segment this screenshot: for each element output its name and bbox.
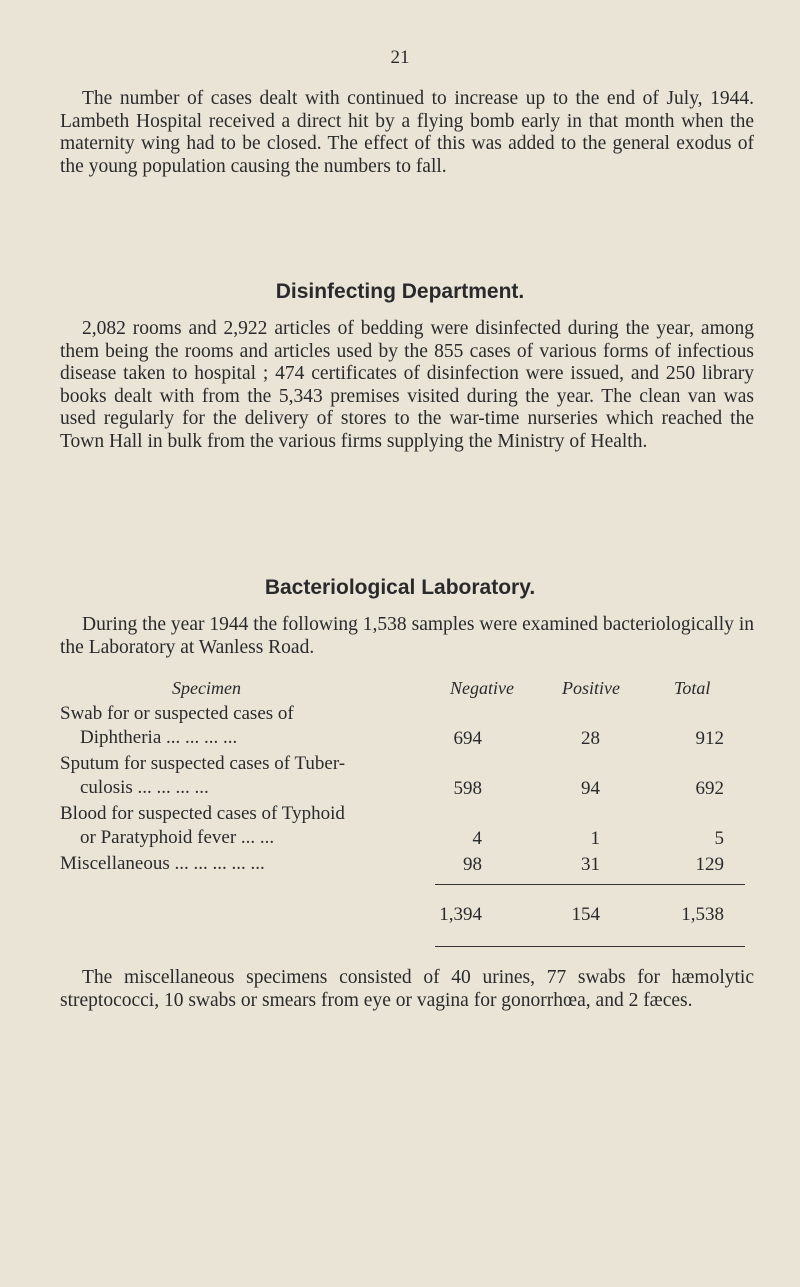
specimen-line: Miscellaneous ... ... ... ... ...: [60, 853, 265, 874]
specimen-cell: [60, 752, 440, 800]
specimen-cell: [60, 702, 440, 750]
header-total: Total: [674, 678, 711, 698]
specimen-line: Sputum for suspected cases of Tuber-: [60, 753, 346, 774]
grand-total: 1,538: [681, 904, 724, 925]
negative-cell: 598: [453, 778, 482, 799]
total-cell: 692: [695, 778, 724, 799]
negative-cell: 694: [453, 728, 482, 749]
total-rule-bottom: [435, 946, 745, 947]
negative-cell: 4: [472, 828, 482, 849]
bacteriological-paragraph: During the year 1944 the following 1,538 samples were examined bacteriologically in the Laboratory at Wanless Road.: [60, 614, 754, 658]
page-number: 21: [390, 47, 410, 68]
positive-cell: 28: [581, 728, 600, 749]
specimen-cell: [60, 852, 440, 876]
specimen-line: culosis ... ... ... ...: [80, 777, 209, 798]
total-cell: 129: [695, 854, 724, 875]
header-specimen: Specimen: [172, 678, 241, 698]
total-cell: 5: [714, 828, 724, 849]
intro-paragraph: The number of cases dealt with continued to increase up to the end of July, 1944. Lambeth Hospital received a direct hit by a flying bomb early in that month when the maternity wing had to be closed. The effect of this was added to the general exodus of the young population causing the numbers to fall.: [60, 88, 754, 177]
specimen-line: Diphtheria ... ... ... ...: [80, 727, 238, 748]
negative-total: 1,394: [439, 904, 482, 925]
header-positive: Positive: [562, 678, 620, 698]
total-rule-top: [435, 884, 745, 885]
specimen-line: or Paratyphoid fever ... ...: [80, 827, 275, 848]
disinfecting-heading: Disinfecting Department.: [275, 280, 525, 303]
positive-cell: 31: [581, 854, 600, 875]
positive-cell: 1: [590, 828, 600, 849]
specimen-line: Blood for suspected cases of Typhoid: [60, 803, 345, 824]
bacteriological-heading: Bacteriological Laboratory.: [264, 576, 536, 599]
negative-cell: 98: [463, 854, 482, 875]
specimen-line: Swab for or suspected cases of: [60, 703, 294, 724]
total-cell: 912: [695, 728, 724, 749]
header-negative: Negative: [450, 678, 514, 698]
positive-total: 154: [571, 904, 600, 925]
miscellaneous-footnote: The miscellaneous specimens consisted of 40 urines, 77 swabs for hæmolytic streptococci, 10 swabs or smears from eye or vagina for gonorrhœa, and 2 fæces.: [60, 967, 754, 1011]
positive-cell: 94: [581, 778, 600, 799]
disinfecting-paragraph: 2,082 rooms and 2,922 articles of bedding were disinfected during the year, among them being the rooms and articles used by the 855 cases of various forms of infectious disease taken to hospital ; 474 certificates of disinfection were issued, and 250 library books dealt with from the 5,343 premises visited during the year. The clean van was used regularly for the delivery of stores to the war-time nurseries which reached the Town Hall in bulk from the various firms supplying the Ministry of Health.: [60, 318, 754, 452]
specimen-cell: [60, 802, 440, 850]
